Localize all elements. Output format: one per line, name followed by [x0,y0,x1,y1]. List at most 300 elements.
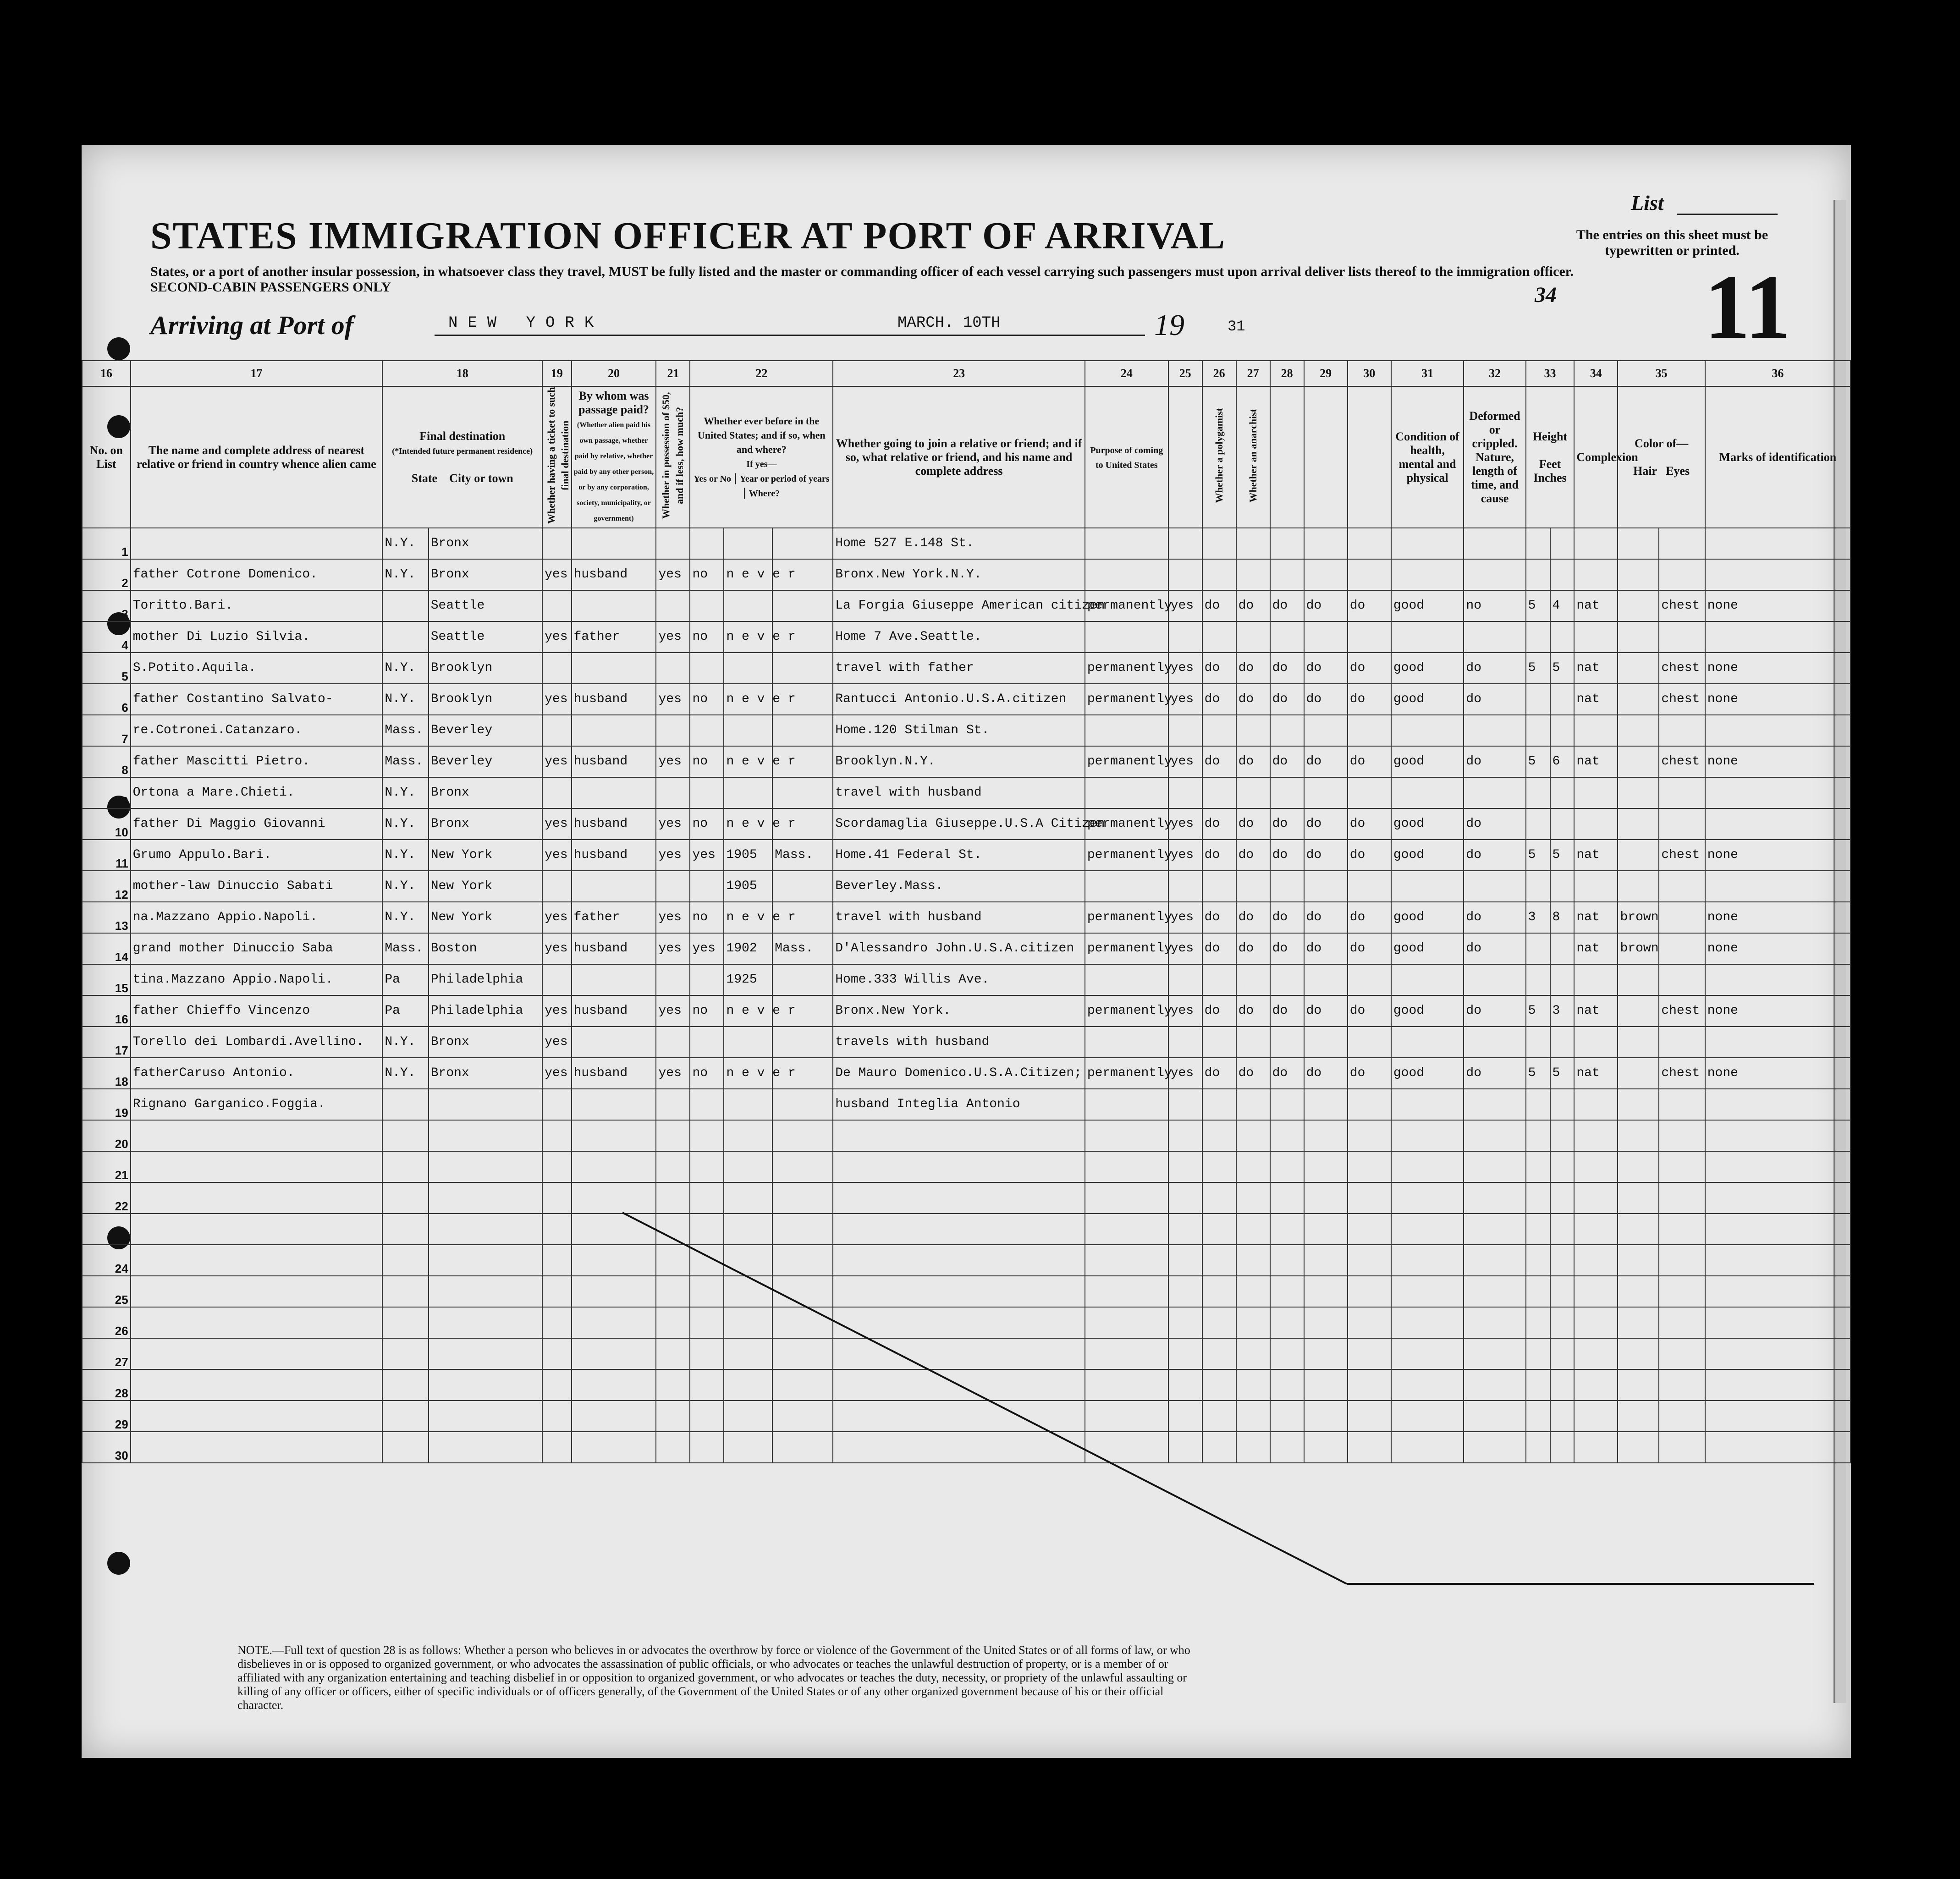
cell-city: Boston [429,933,542,964]
cell-ticket: yes [542,684,571,715]
sheet-number: 34 [1535,283,1557,307]
cancel-line [82,145,1851,1758]
cell-complexion: nat [1574,840,1618,871]
cell-c29: do [1304,684,1348,715]
cell-no: 23 [82,1214,131,1245]
cell-c29: do [1304,653,1348,684]
cell-city: Bronx [429,1058,542,1089]
cell-ticket: yes [542,933,571,964]
cell-joining: Home 7 Ave.Seattle. [833,621,1085,653]
header-no-on-list: No. on List [82,386,131,528]
final-destination-note: (*Intended future permanent residence) [392,446,533,456]
cell-relative: father Cotrone Domenico. [131,559,383,590]
cell-city: Brooklyn [429,684,542,715]
cell-c30: do [1348,653,1391,684]
cell-purpose: permanently [1085,840,1168,871]
cell-years: n e v e r [724,621,772,653]
col-num: 34 [1574,361,1618,386]
cell-joining: travel with father [833,653,1085,684]
year-prefix: 19 [1154,308,1184,342]
cell-city: Philadelphia [429,995,542,1027]
cell-years: 1905 [724,840,772,871]
col-num: 31 [1391,361,1464,386]
cell-paid: husband [572,933,656,964]
cell-no: 14 [82,933,131,964]
col-num: 24 [1085,361,1168,386]
cell-purpose: permanently [1085,746,1168,777]
if-yes-label: If yes— [746,459,777,469]
feet-label: Feet [1539,457,1561,471]
city-label: City or town [449,471,513,485]
cell-purpose: permanently [1085,995,1168,1027]
cell-health: good [1391,840,1464,871]
cell-c27: do [1236,684,1270,715]
cell-state: N.Y. [382,777,428,808]
cell-paid: husband [572,746,656,777]
cell-relative: mother-law Dinuccio Sabati [131,871,383,902]
cell-c25: yes [1168,995,1202,1027]
col-num: 28 [1270,361,1304,386]
cell-purpose: permanently [1085,590,1168,621]
cell-relative: Toritto.Bari. [131,590,383,621]
col-num: 21 [656,361,690,386]
col-num: 35 [1618,361,1705,386]
cell-inches: 5 [1550,840,1575,871]
cell-c28: do [1270,995,1304,1027]
cell-relative: mother Di Luzio Silvia. [131,621,383,653]
cell-eyes: chest [1659,840,1705,871]
cell-marks: none [1705,1058,1850,1089]
cell-ticket: yes [542,559,571,590]
hair-label: Hair [1633,464,1657,478]
color-of-label: Color of— [1634,436,1689,450]
cell-c29: do [1304,902,1348,933]
cell-where: Mass. [772,933,833,964]
cell-years: n e v e r [724,902,772,933]
cell-c27: do [1236,840,1270,871]
cell-c28: do [1270,902,1304,933]
cell-joining: husband Integlia Antonio [833,1089,1085,1120]
cell-dollars: yes [656,1058,690,1089]
cell-ticket: yes [542,995,571,1027]
cell-c30: do [1348,840,1391,871]
inches-label: Inches [1533,471,1567,484]
col-num: 32 [1464,361,1525,386]
cell-no: 6 [82,684,131,715]
arriving-label: Arriving at Port of [150,310,354,340]
cell-before: no [690,995,724,1027]
fifty-dollars-label: Whether in possession of $50, and if less, how much? [660,392,686,519]
cell-c25: yes [1168,1058,1202,1089]
cell-deformed: do [1464,995,1525,1027]
cell-complexion: nat [1574,995,1618,1027]
cell-purpose: permanently [1085,684,1168,715]
cell-c26: do [1202,808,1236,840]
cell-no: 12 [82,871,131,902]
page-title: STATES IMMIGRATION OFFICER AT PORT OF ARRIVAL [150,214,1226,257]
cell-c29: do [1304,590,1348,621]
polygamist-label: Whether a polygamist [1213,408,1225,503]
cell-complexion: nat [1574,684,1618,715]
cell-no: 13 [82,902,131,933]
cell-feet: 3 [1526,902,1550,933]
header-joining: Whether going to join a relative or friend; and if so, what relative or friend, and his name and complete address [833,386,1085,528]
cell-ticket: yes [542,1027,571,1058]
cell-state: N.Y. [382,684,428,715]
final-destination-label: Final destination [419,429,506,443]
cell-relative: S.Potito.Aquila. [131,653,383,684]
cell-ticket: yes [542,902,571,933]
header-nearest-relative: The name and complete address of nearest relative or friend in country whence alien came [131,386,383,528]
cell-health: good [1391,995,1464,1027]
state-label: State [411,471,438,485]
cell-hair: brown [1618,933,1659,964]
cell-city: New York [429,840,542,871]
header-condition: Condition of health, mental and physical [1391,386,1464,528]
cell-dollars: yes [656,808,690,840]
cell-health: good [1391,653,1464,684]
cell-c27: do [1236,1058,1270,1089]
cell-before: yes [690,933,724,964]
cell-marks: none [1705,684,1850,715]
cell-eyes: chest [1659,684,1705,715]
cell-c25: yes [1168,840,1202,871]
cell-no: 22 [82,1182,131,1214]
paid-by-note: (Whether alien paid his own passage, whether paid by relative, whether paid by any other person, or by any corporation, society, municipality, or government) [573,421,654,522]
cell-no: 21 [82,1151,131,1182]
cell-state: N.Y. [382,653,428,684]
cell-inches: 5 [1550,653,1575,684]
cell-c29: do [1304,746,1348,777]
cell-c29: do [1304,840,1348,871]
cell-c27: do [1236,995,1270,1027]
cell-c25: yes [1168,933,1202,964]
cell-years: n e v e r [724,808,772,840]
col-num: 26 [1202,361,1236,386]
cell-ticket: yes [542,840,571,871]
cell-city: Bronx [429,777,542,808]
cell-years: n e v e r [724,1058,772,1089]
cell-c26: do [1202,840,1236,871]
cell-no: 26 [82,1307,131,1338]
cell-ticket: yes [542,1058,571,1089]
cell-before: no [690,621,724,653]
cell-c30: do [1348,684,1391,715]
cell-health: good [1391,933,1464,964]
cell-paid: husband [572,559,656,590]
cell-no: 17 [82,1027,131,1058]
cell-relative: Torello dei Lombardi.Avellino. [131,1027,383,1058]
cell-no: 9 [82,777,131,808]
cell-c30: do [1348,746,1391,777]
cell-relative: re.Cotronei.Catanzaro. [131,715,383,746]
cell-c30: do [1348,808,1391,840]
cell-dollars: yes [656,933,690,964]
cell-years: n e v e r [724,746,772,777]
list-label: List [1631,191,1664,214]
cell-marks: none [1705,590,1850,621]
cell-health: good [1391,902,1464,933]
cell-paid: husband [572,684,656,715]
cell-inches: 8 [1550,902,1575,933]
cell-state: N.Y. [382,808,428,840]
cell-joining: De Mauro Domenico.U.S.A.Citizen; [833,1058,1085,1089]
cell-c27: do [1236,933,1270,964]
cell-complexion: nat [1574,653,1618,684]
cell-joining: travel with husband [833,777,1085,808]
cell-deformed: no [1464,590,1525,621]
cell-joining: La Forgia Giuseppe American citizen [833,590,1085,621]
instruction-text: States, or a port of another insular possession, in whatsoever class they travel, MUST be fully listed and the master or commanding officer of each vessel carrying such passengers must upon arrival deliver lists thereof to the immigration officer. [150,264,1574,279]
year-suffix: 31 [1228,318,1245,335]
cell-c30: do [1348,902,1391,933]
cell-c28: do [1270,1058,1304,1089]
cell-before: no [690,808,724,840]
cell-relative: Grumo Appulo.Bari. [131,840,383,871]
cell-c27: do [1236,746,1270,777]
cell-c29: do [1304,995,1348,1027]
cell-state: N.Y. [382,528,428,559]
cell-dollars: yes [656,746,690,777]
col-num: 36 [1705,361,1850,386]
cell-c29: do [1304,933,1348,964]
cell-feet: 5 [1526,840,1550,871]
col-num: 27 [1236,361,1270,386]
cell-c27: do [1236,653,1270,684]
cell-no: 20 [82,1120,131,1151]
cell-no: 7 [82,715,131,746]
cell-c25: yes [1168,808,1202,840]
cell-c28: do [1270,746,1304,777]
cell-eyes: chest [1659,653,1705,684]
col-num: 19 [542,361,571,386]
header-marks: Marks of identification [1705,386,1850,528]
cell-dollars: yes [656,995,690,1027]
anarchist-label: Whether an anarchist [1247,408,1259,503]
cell-inches: 5 [1550,1058,1575,1089]
cell-joining: Home 527 E.148 St. [833,528,1085,559]
cell-city: Beverley [429,715,542,746]
cell-health: good [1391,684,1464,715]
header-complexion: Complexion [1574,386,1618,528]
cell-no: 4 [82,621,131,653]
cell-state: N.Y. [382,1027,428,1058]
cell-relative: father Mascitti Pietro. [131,746,383,777]
cell-no: 25 [82,1276,131,1307]
cell-deformed: do [1464,684,1525,715]
cell-c26: do [1202,746,1236,777]
col-num: 17 [131,361,383,386]
cell-no: 1 [82,528,131,559]
cell-no: 15 [82,964,131,995]
arrival-date: MARCH. 10TH [897,314,1001,332]
cell-deformed: do [1464,902,1525,933]
cell-relative: na.Mazzano Appio.Napoli. [131,902,383,933]
cell-relative: fatherCaruso Antonio. [131,1058,383,1089]
cell-no: 8 [82,746,131,777]
cell-eyes: chest [1659,1058,1705,1089]
cell-paid: husband [572,808,656,840]
cell-dollars: yes [656,840,690,871]
cell-purpose: permanently [1085,902,1168,933]
cell-complexion: nat [1574,590,1618,621]
cell-no: 2 [82,559,131,590]
cell-ticket: yes [542,746,571,777]
cell-city: Beverley [429,746,542,777]
purpose-label: Purpose of coming to United States [1090,445,1163,470]
list-number: 11 [1704,257,1791,358]
col-num: 25 [1168,361,1202,386]
ticket-label: Whether having a ticket to such final destination [545,387,571,524]
cell-c28: do [1270,840,1304,871]
cell-no: 18 [82,1058,131,1089]
before-us-label: Whether ever before in the United States; and if so, when and where? [698,415,826,455]
cell-joining: Home.120 Stilman St. [833,715,1085,746]
cell-ticket: yes [542,621,571,653]
cell-relative: Ortona a Mare.Chieti. [131,777,383,808]
cell-state: Mass. [382,715,428,746]
col-num: 16 [82,361,131,386]
cell-marks: none [1705,902,1850,933]
col-num: 20 [572,361,656,386]
cell-state: N.Y. [382,840,428,871]
cell-no: 16 [82,995,131,1027]
cell-dollars: yes [656,621,690,653]
cell-state: Pa [382,995,428,1027]
col-num: 23 [833,361,1085,386]
paid-by-label: By whom was passage paid? [578,389,649,416]
cell-health: good [1391,1058,1464,1089]
cell-health: good [1391,590,1464,621]
cell-c25: yes [1168,746,1202,777]
cell-state: N.Y. [382,902,428,933]
cell-c28: do [1270,653,1304,684]
cell-c27: do [1236,902,1270,933]
col-num: 18 [382,361,542,386]
cell-state: Mass. [382,746,428,777]
port-name: NEW YORK [448,314,604,332]
cell-dollars: yes [656,902,690,933]
col-num: 30 [1348,361,1391,386]
cell-dollars: yes [656,684,690,715]
cell-before: no [690,559,724,590]
cell-joining: Bronx.New York. [833,995,1085,1027]
header-deformed: Deformed or crippled. Nature, length of time, and cause [1464,386,1525,528]
cell-c30: do [1348,590,1391,621]
where-label: Where? [749,489,780,499]
cell-complexion: nat [1574,746,1618,777]
header-before-us: Whether ever before in the United States; and if so, when and where? If yes— Yes or No | Year or period of years | Where? [690,386,833,528]
cell-purpose: permanently [1085,933,1168,964]
cell-city: Bronx [429,808,542,840]
manifest-sheet [82,145,1851,1758]
cell-marks: none [1705,746,1850,777]
cell-city: Bronx [429,559,542,590]
cell-c26: do [1202,902,1236,933]
cell-relative: father Di Maggio Giovanni [131,808,383,840]
cell-feet: 5 [1526,653,1550,684]
cell-no: 3 [82,590,131,621]
cell-deformed: do [1464,653,1525,684]
cell-health: good [1391,808,1464,840]
cell-city: Bronx [429,528,542,559]
cell-no: 30 [82,1432,131,1463]
cell-paid: father [572,902,656,933]
cell-joining: Beverley.Mass. [833,871,1085,902]
cell-state: Mass. [382,933,428,964]
cell-joining: Bronx.New York.N.Y. [833,559,1085,590]
cell-c27: do [1236,808,1270,840]
cell-feet: 5 [1526,590,1550,621]
cell-marks: none [1705,995,1850,1027]
cell-joining: Home.333 Willis Ave. [833,964,1085,995]
cell-feet: 5 [1526,1058,1550,1089]
cell-marks: none [1705,653,1850,684]
entries-note: The entries on this sheet must be typewritten or printed. [1576,227,1768,258]
cell-c26: do [1202,653,1236,684]
cell-c25: yes [1168,653,1202,684]
cell-eyes: chest [1659,995,1705,1027]
cell-deformed: do [1464,808,1525,840]
cell-years: n e v e r [724,684,772,715]
cell-city: New York [429,902,542,933]
cell-c26: do [1202,684,1236,715]
cell-state: N.Y. [382,559,428,590]
cell-health: good [1391,746,1464,777]
cell-hair: brown [1618,902,1659,933]
col-num: 33 [1526,361,1575,386]
cell-feet: 5 [1526,995,1550,1027]
cell-city: Seattle [429,590,542,621]
cell-deformed: do [1464,933,1525,964]
cell-paid: father [572,621,656,653]
cell-no: 24 [82,1245,131,1276]
height-label: Height [1532,429,1568,443]
cell-no: 5 [82,653,131,684]
cell-relative: Rignano Garganico.Foggia. [131,1089,383,1120]
cell-paid: husband [572,995,656,1027]
cell-state: N.Y. [382,871,428,902]
cell-joining: Brooklyn.N.Y. [833,746,1085,777]
cell-purpose: permanently [1085,808,1168,840]
cell-c28: do [1270,684,1304,715]
cell-c25: yes [1168,902,1202,933]
cell-joining: D'Alessandro John.U.S.A.citizen [833,933,1085,964]
cell-inches: 3 [1550,995,1575,1027]
cell-before: yes [690,840,724,871]
cell-c26: do [1202,1058,1236,1089]
eyes-label: Eyes [1666,464,1690,478]
cell-ticket: yes [542,808,571,840]
cell-city: Brooklyn [429,653,542,684]
cell-deformed: do [1464,1058,1525,1089]
cell-before: no [690,1058,724,1089]
cell-no: 29 [82,1401,131,1432]
cell-before: no [690,746,724,777]
cell-c28: do [1270,590,1304,621]
cell-c30: do [1348,933,1391,964]
cell-years: 1925 [724,964,772,995]
cell-paid: husband [572,840,656,871]
cell-state: Pa [382,964,428,995]
cell-complexion: nat [1574,902,1618,933]
class-note: SECOND-CABIN PASSENGERS ONLY [150,280,391,295]
cell-city: Seattle [429,621,542,653]
cell-marks: none [1705,840,1850,871]
year-period-label: Year or period of years [739,474,830,484]
cell-joining: Rantucci Antonio.U.S.A.citizen [833,684,1085,715]
cell-inches: 6 [1550,746,1575,777]
